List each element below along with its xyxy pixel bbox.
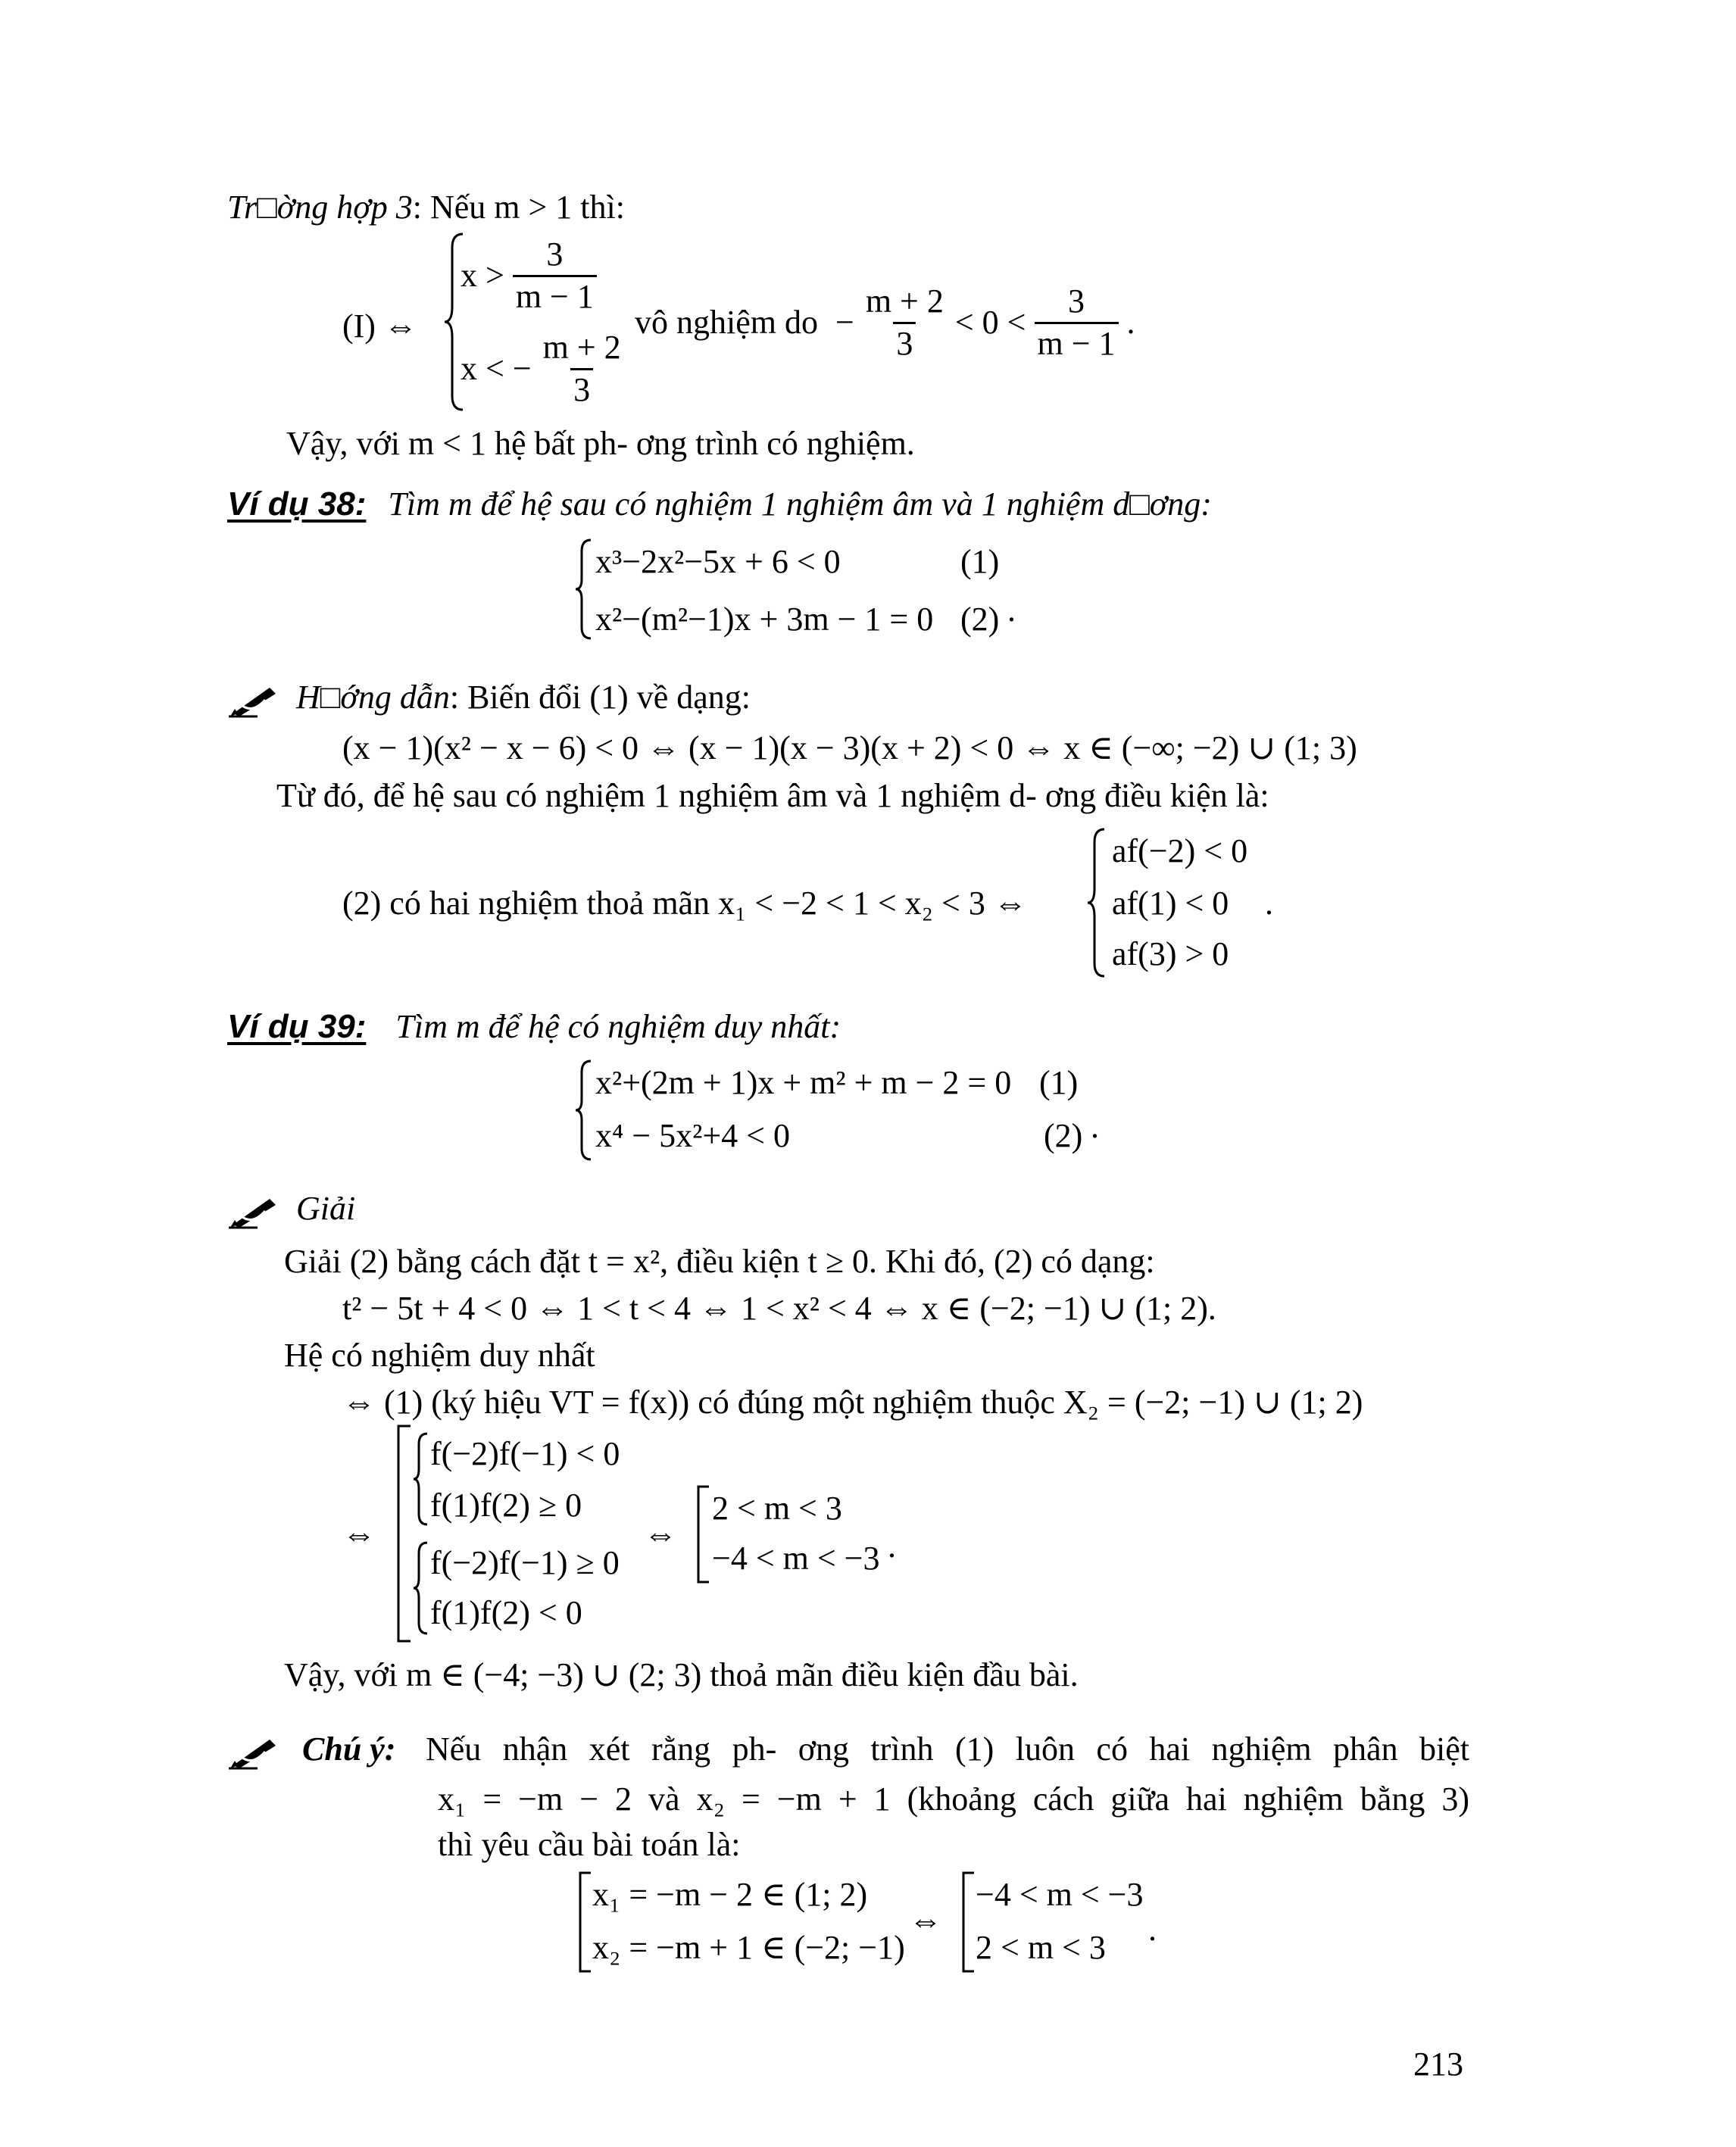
- ex39-r1: 2 < m < 3: [712, 1490, 842, 1527]
- ex39-solve: [227, 1189, 355, 1229]
- ex39-line2: t² − 5t + 4 < 0 ⇔ 1 < t < 4 ⇔ 1 < x² < 4 ⇔ x ∈ (−2; −1) ∪ (1; 2).: [342, 1290, 1216, 1327]
- ex39-c3: f(−2)f(−1) ≥ 0: [430, 1544, 620, 1581]
- ex38-cond-brace: [1086, 827, 1107, 978]
- ex39-bracket: [394, 1424, 412, 1643]
- ex38-guide-text: : Biến đổi (1) về dạng:: [449, 679, 751, 716]
- ex38-cond2: af(1) < 0: [1112, 885, 1229, 922]
- ex38-label: Ví dụ 38:: [227, 485, 367, 523]
- ex39-eq1-tag: (1): [1039, 1064, 1079, 1101]
- page-number: 213: [1413, 2046, 1463, 2083]
- case3-sys-row1: x > $\frac{3}{m - 1}$: [461, 235, 597, 317]
- ex38-cond-end: .: [1265, 885, 1273, 922]
- ex38-eq2-tag: (2): [960, 601, 1000, 638]
- note-text2: x₁ = −m − 2 và x₂ = −m + 1 (khoảng cách giữa hai nghiệm bằng 3): [438, 1780, 1469, 1818]
- note-end: .: [1148, 1911, 1157, 1948]
- note-s1: x₁ = −m − 2 ∈ (1; 2): [592, 1876, 868, 1913]
- ex38-prompt: Tìm m để hệ sau có nghiệm 1 nghiệm âm và 1 nghiệm d□ơng:: [388, 485, 1212, 523]
- ex39-brace: [574, 1059, 594, 1162]
- ex39-end: .: [1091, 1108, 1099, 1145]
- case3-conclusion: Vậy, với m < 1 hệ bất ph- ơng trình có nghiệm.: [286, 425, 915, 462]
- note-heading: [227, 1730, 395, 1770]
- note-arrow: ⇔: [909, 1902, 942, 1939]
- ex39-r2: −4 < m < −3: [712, 1540, 880, 1577]
- ex39-prompt: Tìm m để hệ có nghiệm duy nhất:: [395, 1008, 841, 1045]
- ex39-c4: f(1)f(2) < 0: [430, 1594, 582, 1631]
- ex38-brace: [574, 538, 594, 641]
- note-s2: x₂ = −m + 1 ∈ (−2; −1): [592, 1929, 905, 1966]
- ex39-eq1: x²+(2m + 1)x + m² + m − 2 = 0: [595, 1064, 1012, 1101]
- ex39-line4: ⇔ (1) (ký hiệu VT = f(x)) có đúng một nghiệm thuộc X₂ = (−2; −1) ∪ (1; 2): [342, 1384, 1363, 1421]
- ex39-line3: Hệ có nghiệm duy nhất: [284, 1337, 595, 1374]
- ex38-cond-text: (2) có hai nghiệm thoả mãn x₁ < −2 < 1 < x₂ < 3 ⇔: [342, 885, 1027, 922]
- note-bracket-right: [959, 1871, 976, 1974]
- ex39-result-bracket: [694, 1484, 710, 1584]
- note-text3: thì yêu cầu bài toán là:: [438, 1826, 741, 1863]
- note-t2: 2 < m < 3: [976, 1929, 1106, 1966]
- ex39-heading: [227, 1007, 841, 1047]
- ex38-cond3: af(3) > 0: [1112, 935, 1229, 972]
- note-text1: Nếu nhận xét rằng ph- ơng trình (1) luôn có hai nghiệm phân biệt: [426, 1730, 1469, 1768]
- note-bracket-left: [576, 1871, 592, 1974]
- ex39-c1: f(−2)f(−1) < 0: [430, 1435, 620, 1472]
- pen-icon: [227, 1194, 280, 1229]
- ex38-eq1-tag: (1): [960, 543, 1000, 580]
- ex39-c2: f(1)f(2) ≥ 0: [430, 1487, 582, 1524]
- ex39-brace-b: [412, 1540, 429, 1636]
- case3-sys-row2: x < − $\frac{m + 2}{3}$: [461, 328, 624, 410]
- case3-label: Tr□ờng hợp 3: [227, 189, 413, 226]
- ex39-eq2-tag: (2): [1044, 1117, 1083, 1154]
- note-label: Chú ý:: [302, 1730, 396, 1768]
- ex38-cond1: af(−2) < 0: [1112, 832, 1248, 869]
- ex38-from-text: Từ đó, để hệ sau có nghiệm 1 nghiệm âm và 1 nghiệm d- ơng điều kiện là:: [276, 777, 1269, 814]
- ex39-arrow1: ⇔: [342, 1515, 376, 1553]
- ex38-guide: [227, 678, 751, 718]
- pen-icon: [227, 683, 280, 718]
- ex38-eq2: x²−(m²−1)x + 3m − 1 = 0: [595, 601, 934, 638]
- note-t1: −4 < m < −3: [976, 1876, 1144, 1913]
- pen-icon: [227, 1735, 280, 1770]
- ex39-arrow2: ⇔: [644, 1515, 677, 1553]
- ex39-r-end: .: [888, 1528, 896, 1565]
- ex38-eq1: x³−2x²−5x + 6 < 0: [595, 543, 841, 580]
- ex38-end: .: [1007, 591, 1016, 629]
- case3-reason: vô nghiệm do − $\frac{m + 2}{3}$ < 0 < $\frac{3}{m - 1}$ .: [635, 282, 1135, 364]
- ex39-brace-a: [412, 1431, 429, 1527]
- ex39-solve-label: Giải: [296, 1190, 356, 1227]
- case3-text: : Nếu m > 1 thì:: [412, 189, 625, 226]
- case3-lhs: (I) ⇔: [342, 307, 417, 345]
- case3-heading: [227, 188, 625, 228]
- ex39-conclusion: Vậy, với m ∈ (−4; −3) ∪ (2; 3) thoả mãn điều kiện đầu bài.: [284, 1656, 1079, 1693]
- ex39-line1: Giải (2) bằng cách đặt t = x², điều kiện t ≥ 0. Khi đó, (2) có dạng:: [284, 1243, 1155, 1280]
- ex38-guide-label: H□ớng dẫn: [296, 679, 450, 716]
- ex38-heading: [227, 485, 1212, 525]
- ex39-eq2: x⁴ − 5x²+4 < 0: [595, 1117, 790, 1154]
- ex39-label: Ví dụ 39:: [227, 1008, 367, 1045]
- ex38-guide-eq: (x − 1)(x² − x − 6) < 0 ⇔ (x − 1)(x − 3)(x + 2) < 0 ⇔ x ∈ (−∞; −2) ∪ (1; 3): [342, 729, 1357, 766]
